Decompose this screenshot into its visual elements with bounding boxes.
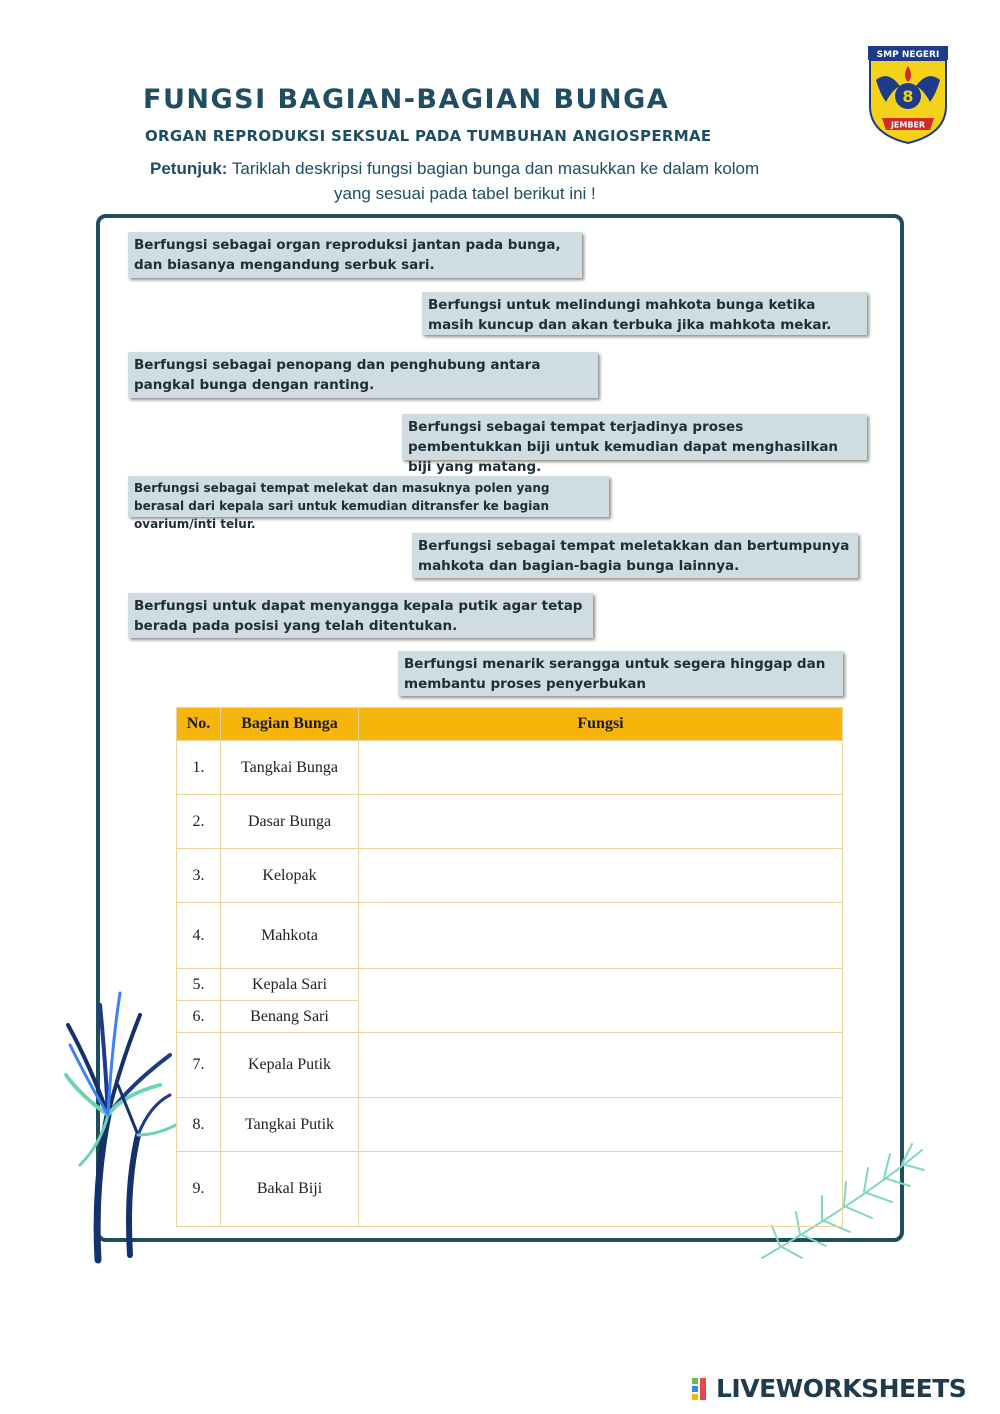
- palm-plant-decoration: [60, 985, 180, 1265]
- function-drop-zone[interactable]: [359, 1152, 843, 1227]
- logo-number: 8: [902, 87, 914, 106]
- instruction-label: Petunjuk:: [150, 159, 228, 178]
- instruction-text: Tariklah deskripsi fungsi bagian bunga dan masukkan ke dalam kolom: [227, 159, 760, 178]
- description-card[interactable]: Berfungsi sebagai tempat terjadinya proses pembentukkan biji untuk kemudian dapat menghasilkan biji yang matang.: [402, 414, 867, 460]
- function-drop-zone[interactable]: [359, 741, 843, 795]
- page-title: FUNGSI BAGIAN-BAGIAN BUNGA: [143, 84, 670, 115]
- function-drop-zone[interactable]: [359, 969, 843, 1033]
- column-header-function: Fungsi: [359, 708, 843, 741]
- logo-top-text: SMP NEGERI: [876, 50, 940, 60]
- description-card[interactable]: Berfungsi sebagai penopang dan penghubung antara pangkal bunga dengan ranting.: [128, 352, 598, 398]
- flower-part-name: Tangkai Bunga: [221, 741, 359, 795]
- row-number: 9.: [177, 1152, 221, 1227]
- page-subtitle: ORGAN REPRODUKSI SEKSUAL PADA TUMBUHAN ANGIOSPERMAE: [145, 127, 712, 145]
- flower-parts-table: [176, 707, 843, 1227]
- logo-bottom-text: JEMBER: [890, 120, 926, 130]
- flower-part-name: Tangkai Putik: [221, 1098, 359, 1152]
- table-row: [177, 741, 843, 795]
- description-card[interactable]: Berfungsi sebagai tempat melekat dan masuknya polen yang berasal dari kepala sari untuk kemudian ditransfer ke bagian ovarium/inti telur.: [128, 476, 609, 517]
- flower-part-name: Bakal Biji: [221, 1152, 359, 1227]
- row-number: 2.: [177, 795, 221, 849]
- table-row: [177, 849, 843, 903]
- flower-part-name: Kelopak: [221, 849, 359, 903]
- school-logo: [866, 46, 950, 144]
- row-number: 6.: [177, 1001, 221, 1033]
- function-drop-zone[interactable]: [359, 795, 843, 849]
- liveworksheets-icon: [692, 1378, 714, 1400]
- row-number: 4.: [177, 903, 221, 969]
- row-number: 7.: [177, 1033, 221, 1098]
- description-card[interactable]: Berfungsi sebagai organ reproduksi jantan pada bunga, dan biasanya mengandung serbuk sari.: [128, 232, 582, 278]
- flower-part-name: Benang Sari: [221, 1001, 359, 1033]
- instruction-line-1: [150, 159, 759, 179]
- description-card[interactable]: Berfungsi untuk melindungi mahkota bunga ketika masih kuncup dan akan terbuka jika mahkota mekar.: [422, 292, 867, 335]
- description-card[interactable]: Berfungsi menarik serangga untuk segera hinggap dan membantu proses penyerbukan: [398, 651, 843, 696]
- flower-part-name: Mahkota: [221, 903, 359, 969]
- table-header-row: [177, 708, 843, 741]
- description-card[interactable]: Berfungsi sebagai tempat meletakkan dan bertumpunya mahkota dan bagian-bagia bunga lainnya.: [412, 533, 858, 578]
- row-number: 1.: [177, 741, 221, 795]
- table-row: [177, 1098, 843, 1152]
- row-number: 3.: [177, 849, 221, 903]
- column-header-part: Bagian Bunga: [221, 708, 359, 741]
- description-card[interactable]: Berfungsi untuk dapat menyangga kepala putik agar tetap berada pada posisi yang telah ditentukan.: [128, 593, 593, 638]
- table-row: [177, 969, 843, 1001]
- flower-part-name: Dasar Bunga: [221, 795, 359, 849]
- table-row: [177, 795, 843, 849]
- flower-part-name: Kepala Sari: [221, 969, 359, 1001]
- function-drop-zone[interactable]: [359, 1098, 843, 1152]
- row-number: 8.: [177, 1098, 221, 1152]
- table-row: [177, 1152, 843, 1227]
- instruction-line-2: yang sesuai pada tabel berikut ini !: [334, 184, 596, 203]
- function-drop-zone[interactable]: [359, 903, 843, 969]
- function-drop-zone[interactable]: [359, 1033, 843, 1098]
- function-drop-zone[interactable]: [359, 849, 843, 903]
- row-number: 5.: [177, 969, 221, 1001]
- table-row: [177, 903, 843, 969]
- table-row: [177, 1033, 843, 1098]
- flower-part-name: Kepala Putik: [221, 1033, 359, 1098]
- liveworksheets-brand: LIVEWORKSHEETS: [716, 1374, 967, 1403]
- column-header-no: No.: [177, 708, 221, 741]
